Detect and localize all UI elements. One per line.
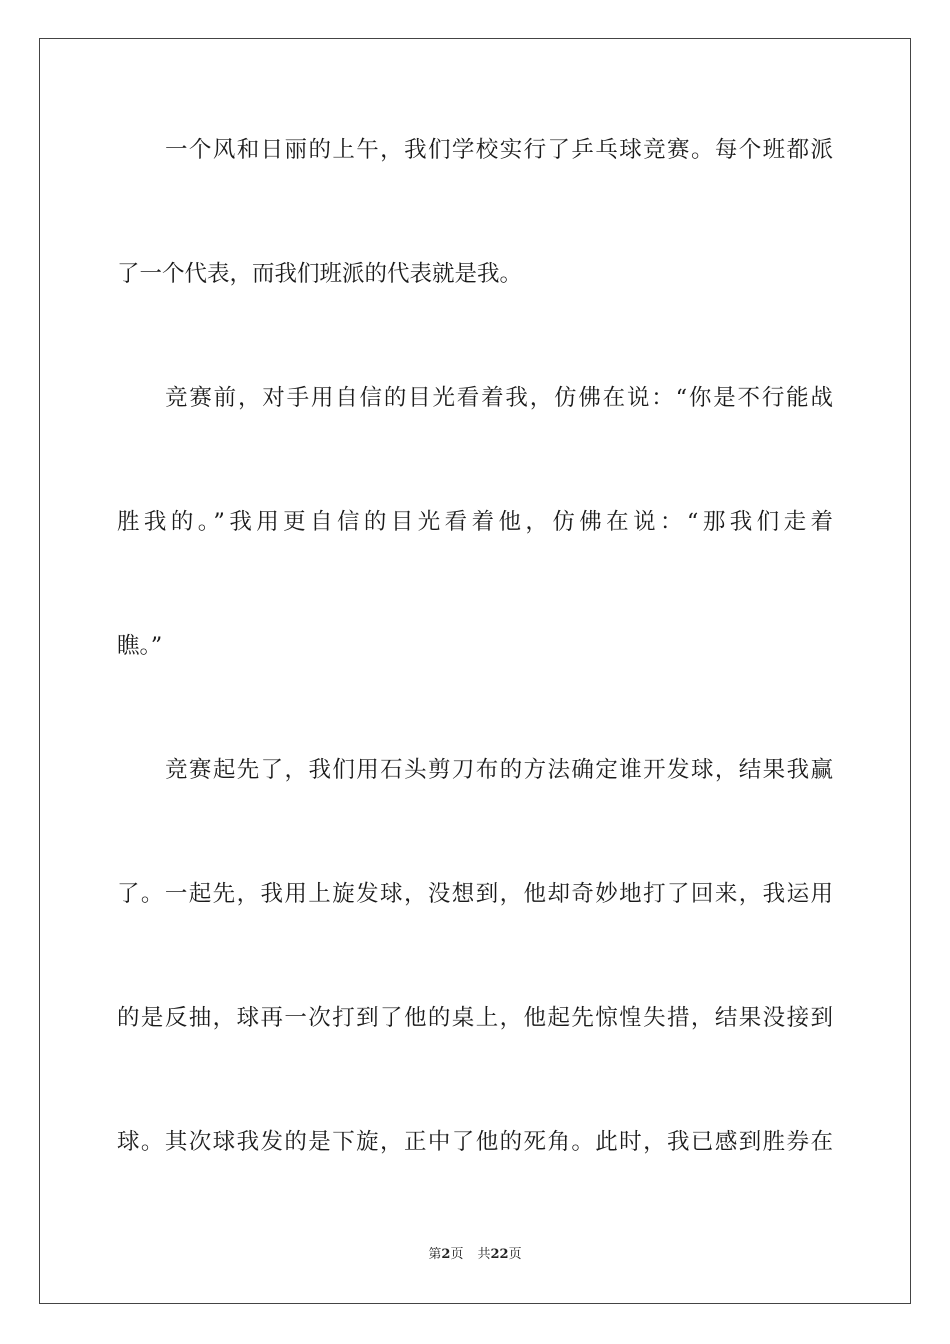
total-prefix: 共 (477, 1247, 491, 1262)
page-unit: 页 (450, 1247, 464, 1262)
paragraph-2-line-3: 瞧。” (117, 633, 163, 659)
total-unit: 页 (508, 1247, 522, 1262)
page-prefix: 第 (428, 1247, 442, 1262)
paragraph-3-line-3: 的是反抽，球再一次打到了他的桌上，他起先惊惶失措，结果没接到 (117, 1005, 833, 1031)
current-page-number: 2 (441, 1247, 451, 1262)
page-border (39, 38, 911, 1304)
paragraph-3-line-1: 竞赛起先了，我们用石头剪刀布的方法确定谁开发球，结果我赢 (165, 757, 833, 783)
paragraph-3-line-2: 了。一起先，我用上旋发球，没想到，他却奇妙地打了回来，我运用 (117, 881, 833, 907)
paragraph-1-line-1: 一个风和日丽的上午，我们学校实行了乒乓球竞赛。每个班都派 (165, 137, 833, 163)
page-footer (0, 1246, 950, 1264)
paragraph-3-line-4: 球。其次球我发的是下旋，正中了他的死角。此时，我已感到胜券在 (117, 1129, 833, 1155)
paragraph-2-line-2: 胜我的。”我用更自信的目光看着他，仿佛在说：“那我们走着 (117, 509, 833, 535)
total-page-count: 22 (490, 1247, 509, 1262)
paragraph-2-line-1: 竞赛前，对手用自信的目光看着我，仿佛在说：“你是不行能战 (165, 385, 833, 411)
paragraph-1-line-2: 了一个代表，而我们班派的代表就是我。 (117, 261, 523, 287)
